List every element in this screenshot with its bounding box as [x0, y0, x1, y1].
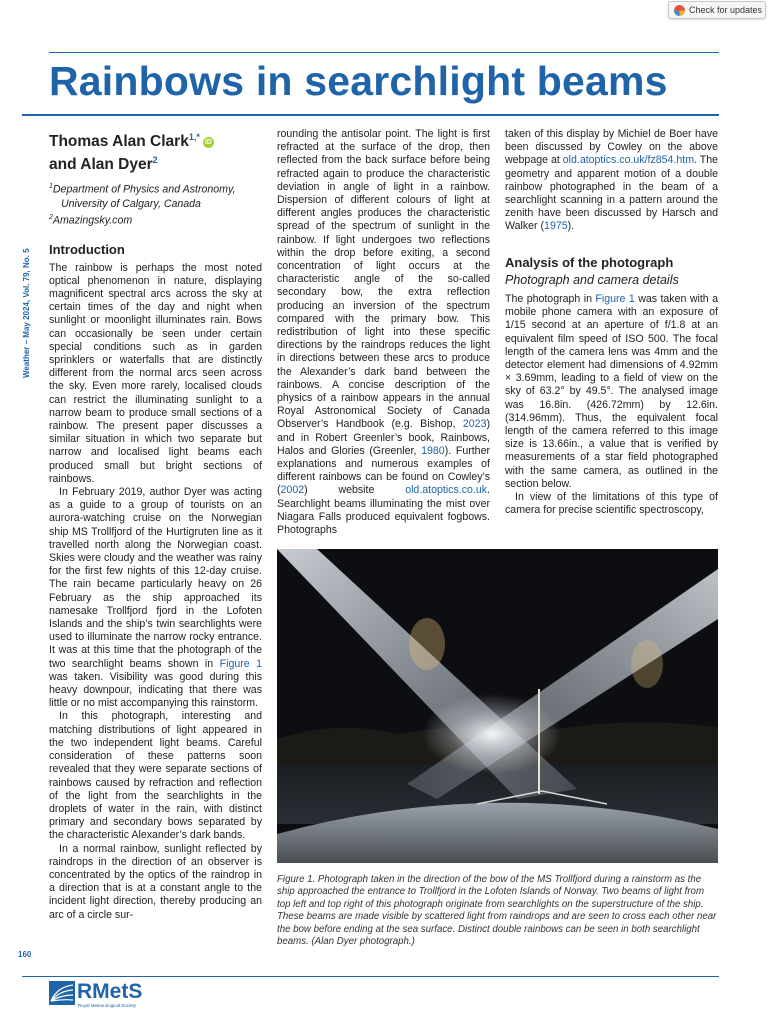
ref-greenler-link[interactable]: 1980: [421, 444, 445, 457]
rainbow-glow-right: [631, 640, 663, 688]
orcid-icon[interactable]: iD: [204, 139, 212, 147]
crossmark-icon: [674, 5, 685, 16]
column-2: [277, 128, 490, 537]
col3-paragraph-2: The photograph in Figure 1 was taken with a mobile phone camera with an exposure of 1/15 second at an aperture of f/1.8 at an equivalent film speed of ISO 500. The focal length of the camera lens was 4mm and the detector element had dimensions of 4.92mm × 3.69mm, leading to a field of view on the sky of 63.2° by 49.5°. The analysed image was 16.8in. (426.72mm) by 12.6in. (314.96mm). Thus, the equivalent focal length of the camera referred to this image size is 13.66in., a value that is verified by measurements of a star field photographed with the same camera, as outlined in the section below.: [505, 293, 718, 490]
intro-paragraph-2: In February 2019, author Dyer was acting as a guide to a group of tourists on an aurora-watching cruise on the Norwegian ship MS Trollfjord of the Hurtigruten line as it travelled north along the Norwegian coast. Skies were cloudy and the weather was rainy for the first few nights of this 12-day cruise. The rain became particularly heavy on 26 February as the ship approached its namesake Trollfjord fjord in the Lofoten Islands and the ship’s twin searchlights were used to illuminate the narrow rocky entrance. It was at this time that the photograph of the two searchlight beams shown in Figure 1 was taken. Visibility was good during this heavy downpour, indicating that there was little or no mist accompanying this rainstorm.: [49, 486, 262, 710]
column-1: [49, 128, 262, 922]
col2-paragraph-1: rounding the antisolar point. The light is first refracted at the surface of the drop, then reflected from the back surface before being refracted again to produce the characteristic deviation in angle of light in a rainbow. Dispersion of different colours of light at different angles produces the characteristic spread of the spectrum of sunlight in the rainbow. If light undergoes two reflections within the drop before exiting, a second concentration of light occurs at the characteristic angle of the so-called secondary bow, the extra reflection producing an inversion of the spectrum compared with the primary bow. This redistribution of light into these specific directions by the raindrops reduces the light in directions between these arcs to produce the Alexander’s dark band between the rainbows. A concise description of the physics of a rainbow appears in the annual Royal Astronomical Society of Canada Observer’s Handbook (e.g. Bishop, 2023) and in Robert Greenler’s book, Rainbows, Halos and Glories (Greenler, 1980). Further explanations and numerous examples of different rainbows can be found on Cowley’s (2002) website old.atoptics.co.uk. Searchlight beams illuminating the mist over Niagara Falls produced equivalent fogbows. Photographs: [277, 128, 490, 537]
author-2-mark: 2: [152, 155, 158, 166]
intro-paragraph-3: In this photograph, interesting and matching distributions of light appeared in the two independent light beams. Careful consideration of these patterns soon revealed that they were separate sections of rainbows caused by refraction and reflection of the light from the searchlights in the droplets of water in the rain, with distinct primary and secondary bows separated by the characteristic Alexander’s dark bands.: [49, 710, 262, 842]
header-rule: [49, 52, 719, 53]
affiliations: [49, 180, 262, 227]
column-3: [505, 128, 718, 517]
figure-1-caption: Figure 1. Photograph taken in the direction of the bow of the MS Trollfjord during a rainstorm as the ship approached the entrance to Trollfjord in the Lofoten Islands of Norway. Two beams of light from top left and top right of this photograph originate from searchlights on the superstructure of the ship. These beams are made visible by scattered light from raindrops and are seen to cross each other near the bow before ending at the sea surface. Distinct double rainbows can be seen in both searchlight beams. (Alan Dyer photograph.): [277, 874, 717, 948]
figure-1-link-2[interactable]: Figure 1: [595, 293, 635, 306]
rmets-logo-mark-icon: [49, 981, 75, 1005]
affiliation-2: $^2$Amazingsky.com: [49, 213, 133, 227]
figure-1-link[interactable]: Figure 1: [219, 657, 262, 670]
searchlight-photo-svg: [277, 549, 718, 863]
rmets-logo-subtitle: Royal Meteorological Society: [78, 1003, 137, 1008]
ref-harsch-link[interactable]: 1975: [544, 220, 568, 233]
author-1-mark: 1,*: [188, 132, 200, 142]
atoptics-link[interactable]: old.atoptics.co.uk: [405, 484, 488, 497]
ref-cowley-link[interactable]: 2002: [280, 484, 305, 497]
camera-subheading: Photograph and camera details: [505, 272, 679, 287]
page-number: 160: [18, 950, 32, 959]
rainbow-glow-left: [409, 618, 445, 670]
col3-paragraph-3: In view of the limitations of this type of camera for precise scientific spectroscopy,: [505, 491, 718, 517]
author-1[interactable]: Thomas Alan Clark: [49, 133, 189, 151]
journal-issue-label: Weather – May 2024, Vol. 79, No. 5: [22, 248, 31, 378]
ref-bishop-link[interactable]: 2023: [462, 418, 487, 431]
analysis-heading: Analysis of the photograph: [505, 254, 674, 270]
check-updates-label: Check for updates: [689, 5, 763, 15]
title-rule: [22, 114, 719, 116]
introduction-heading: Introduction: [49, 242, 125, 258]
article-title: Rainbows in searchlight beams: [49, 58, 668, 104]
beam-crossing-glow: [422, 694, 562, 774]
col3-paragraph-1: taken of this display by Michiel de Boer have been discussed by Cowley on the above webpage at old.atoptics.co.uk/fz854.htm. The geometry and apparent motion of a double rainbow photographed in the beam of a searchlight scanning in a pattern around the zenith have been discussed by Harsch and Walker (1975).: [505, 128, 719, 233]
affiliation-1: $^1$Department of Physics and Astronomy, University of Calgary, Canada: [49, 183, 236, 210]
figure-1-photo: [277, 549, 718, 863]
fz854-link[interactable]: old.atoptics.co.uk/fz854.htm: [562, 154, 695, 167]
footer-rule: [22, 976, 719, 977]
author-2[interactable]: and Alan Dyer: [49, 156, 153, 174]
rmets-logo-text: RMetS: [77, 980, 143, 1003]
intro-paragraph-4: In a normal rainbow, sunlight reflected by raindrops in the direction of an observer is concentrated by the optics of the raindrop in a direction that is at a constant angle to the incident light direction, thereby producing an arc of a circle sur-: [49, 842, 262, 921]
check-for-updates-button[interactable]: [668, 1, 766, 19]
author-block: [49, 128, 262, 174]
intro-paragraph-1: The rainbow is perhaps the most noted optical phenomenon in nature, displaying magnificent spectral arcs across the sky at certain times of the day and night when sunlight or moonlight illuminates rain. Bows can occasionally be seen under certain special conditions such as in garden sprinklers or waterfalls that are distinctly different from the normal arcs seen across the sky. Even more rarely, localised clouds can restrict the illuminating sunlight to a narrow beam to produce small sections of a rainbow. The present paper discusses a similar situation in which two separate but narrow and localised light beams each produced small but bright sections of rainbows.: [49, 261, 262, 485]
